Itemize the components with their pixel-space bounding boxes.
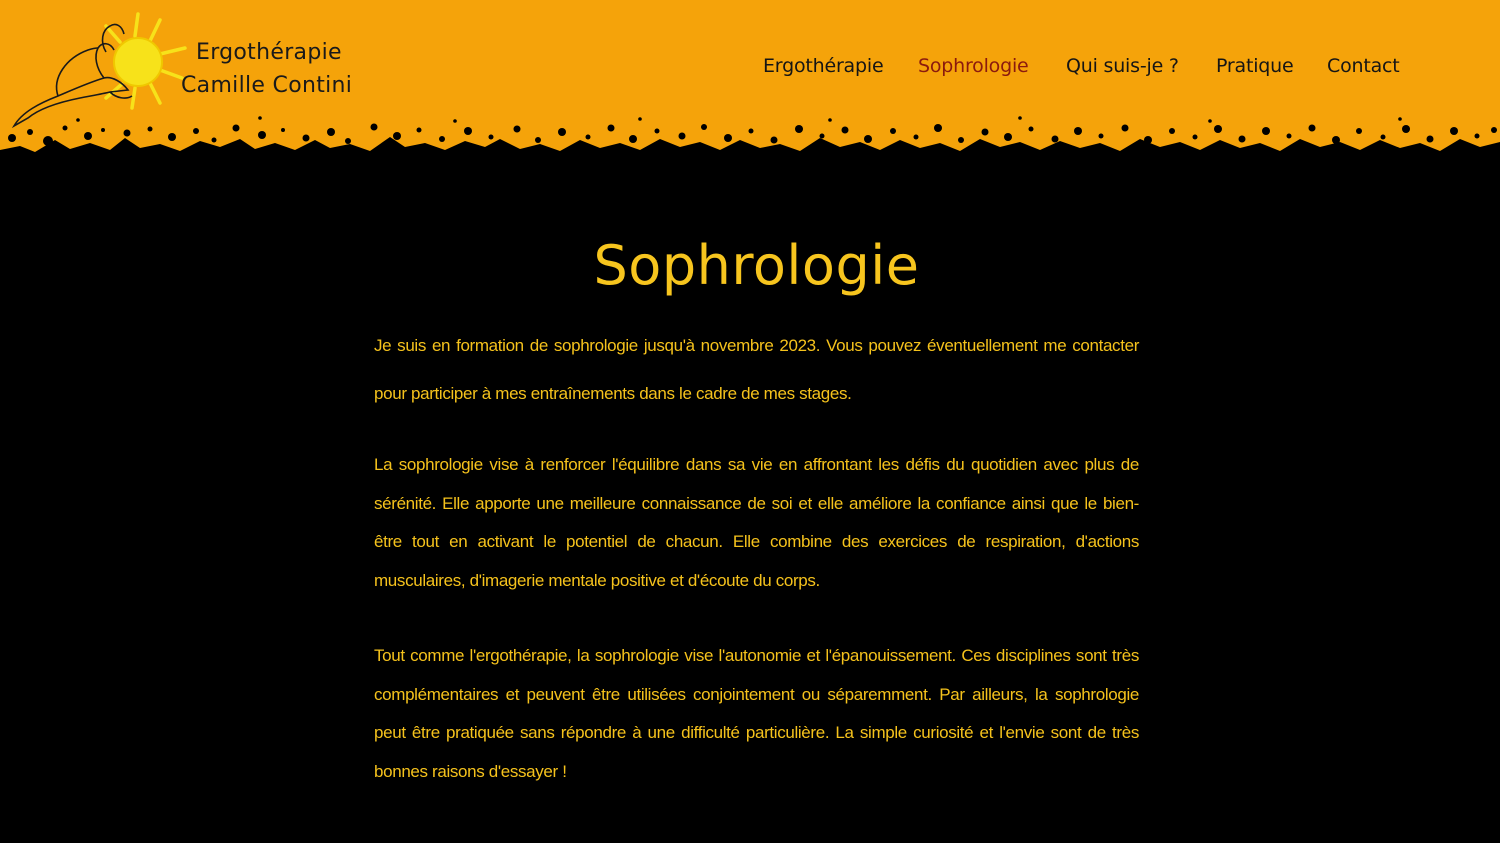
nav-item-ergotherapie[interactable]: Ergothérapie: [763, 55, 884, 77]
logo-title-line1: Ergothérapie: [196, 40, 342, 65]
page-title: Sophrologie: [593, 234, 920, 297]
main-nav: [0, 55, 1500, 85]
logo-title-line2: Camille Contini: [181, 73, 353, 98]
paragraph-description: La sophrologie vise à renforcer l'équilibre dans sa vie en affrontant les défis du quotidien avec plus de sérénité. Elle apporte une meilleure connaissance de soi et elle améliore la confiance ainsi que le bien-être tout en activant le potentiel de chacun. Elle combine des exercices de respiration, d'actions musculaires, d'imagerie mentale positive et d'écoute du corps.: [374, 455, 1139, 590]
nav-item-qui-suis-je[interactable]: Qui suis-je ?: [1066, 55, 1179, 77]
main-content: [374, 228, 1139, 828]
paragraph-comparison: Tout comme l'ergothérapie, la sophrologie vise l'autonomie et l'épanouissement. Ces disciplines sont très complémentaires et peuvent être utilisées conjointement ou séparemment. Par ailleurs, la sophrologie peut être pratiquée sans répondre à une difficulté particulière. La simple curiosité et l'envie sont de très bonnes raisons d'essayer !: [374, 646, 1139, 781]
nav-item-sophrologie[interactable]: Sophrologie: [918, 55, 1029, 77]
nav-item-pratique[interactable]: Pratique: [1216, 55, 1294, 77]
paragraph-intro: Je suis en formation de sophrologie jusqu'à novembre 2023. Vous pouvez éventuellement me contacter pour participer à mes entraînements dans le cadre de mes stages.: [374, 336, 1139, 403]
nav-item-contact[interactable]: Contact: [1327, 55, 1400, 77]
site-header: [0, 0, 1500, 175]
